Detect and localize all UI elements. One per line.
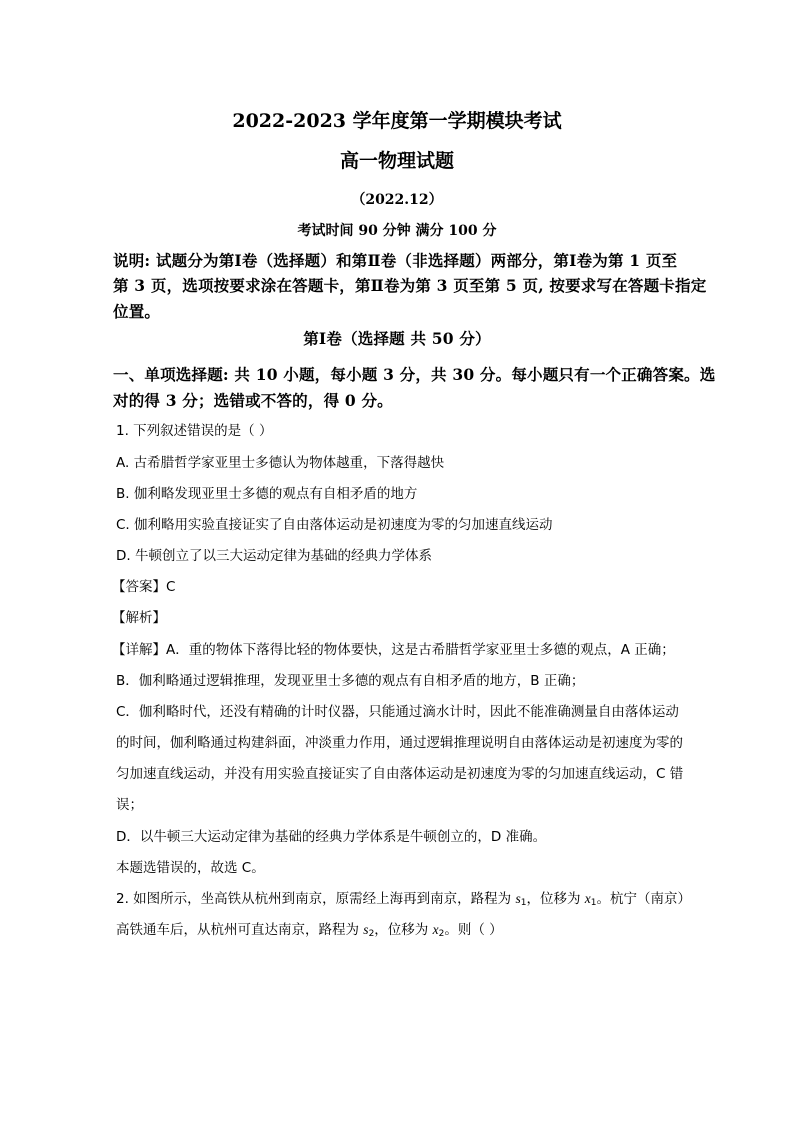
section-heading: 第Ⅰ卷（选择题 共 50 分） [303, 329, 491, 348]
var-s: s [363, 922, 369, 937]
part-instructions-line-1: 一、单项选择题: 共 10 小题，每小题 3 分，共 30 分。每小题只有一个正确答案。选 [113, 365, 716, 384]
analysis-line: C．伽利略时代，还没有精确的计时仪器，只能通过滴水计时，因此不能准确测量自由落体运动 [116, 704, 679, 720]
q2-text: ，位移为 [374, 922, 433, 938]
analysis-line: 本题选错误的，故选 C。 [116, 860, 265, 876]
part-instructions-line-2: 对的得 3 分；选错或不答的，得 0 分。 [113, 391, 393, 410]
analysis-line: D．以牛顿三大运动定律为基础的经典力学体系是牛顿创立的，D 准确。 [116, 829, 547, 845]
exam-info: 考试时间 90 分钟 满分 100 分 [297, 223, 497, 239]
question-2-stem-line-1 [116, 887, 691, 908]
exam-subtitle: 高一物理试题 [339, 150, 454, 172]
var-x: x [584, 891, 591, 906]
subscript: 1 [520, 898, 527, 908]
q2-text: ，位移为 [526, 891, 585, 907]
question-1-option-a: A. 古希腊哲学家亚里士多德认为物体越重，下落得越快 [116, 455, 445, 471]
instructions-line-3: 位置。 [113, 302, 161, 321]
exam-date: （2022.12） [351, 192, 443, 208]
analysis-line: 的时间，伽利略通过构建斜面，冲淡重力作用，通过逻辑推理说明自由落体运动是初速度为零的 [116, 735, 683, 751]
analysis-line: 【详解】A．重的物体下落得比轻的物体要快，这是古希腊哲学家亚里士多德的观点，A 正确； [112, 642, 675, 658]
var-s: s [515, 891, 521, 906]
q2-text: 。则（ ） [444, 922, 503, 938]
question-1-option-b: B. 伽利略发现亚里士多德的观点有自相矛盾的地方 [116, 486, 418, 502]
var-x: x [432, 922, 439, 937]
analysis-line: 误； [116, 797, 143, 813]
subscript: 2 [368, 929, 375, 939]
subscript: 2 [438, 929, 445, 939]
question-2-stem-line-2 [116, 918, 503, 939]
analysis-line: 匀加速直线运动，并没有用实验直接证实了自由落体运动是初速度为零的匀加速直线运动，C 错 [116, 766, 684, 782]
q2-text: 2. 如图所示，坐高铁从杭州到南京，原需经上海再到南京，路程为 [116, 891, 516, 907]
q2-text: 。杭宁（南京） [596, 891, 691, 907]
exam-title: 2022-2023 学年度第一学期模块考试 [232, 110, 562, 132]
instructions-line-2: 第 3 页，选项按要求涂在答题卡，第Ⅱ卷为第 3 页至第 5 页, 按要求写在答题卡指定 [113, 276, 707, 295]
question-1-option-d: D. 牛顿创立了以三大运动定律为基础的经典力学体系 [116, 548, 432, 564]
subscript: 1 [590, 898, 597, 908]
question-1-option-c: C. 伽利略用实验直接证实了自由落体运动是初速度为零的匀加速直线运动 [116, 517, 553, 533]
analysis-label: 【解析】 [112, 610, 166, 626]
answer-label: 【答案】C [112, 579, 176, 595]
question-1-stem: 1. 下列叙述错误的是（ ） [116, 423, 273, 439]
analysis-line: B．伽利略通过逻辑推理，发现亚里士多德的观点有自相矛盾的地方，B 正确； [116, 673, 585, 689]
instructions-line-1: 说明: 试题分为第Ⅰ卷（选择题）和第Ⅱ卷（非选择题）两部分，第Ⅰ卷为第 1 页至 [113, 251, 678, 270]
q2-text: 高铁通车后，从杭州可直达南京，路程为 [116, 922, 364, 938]
